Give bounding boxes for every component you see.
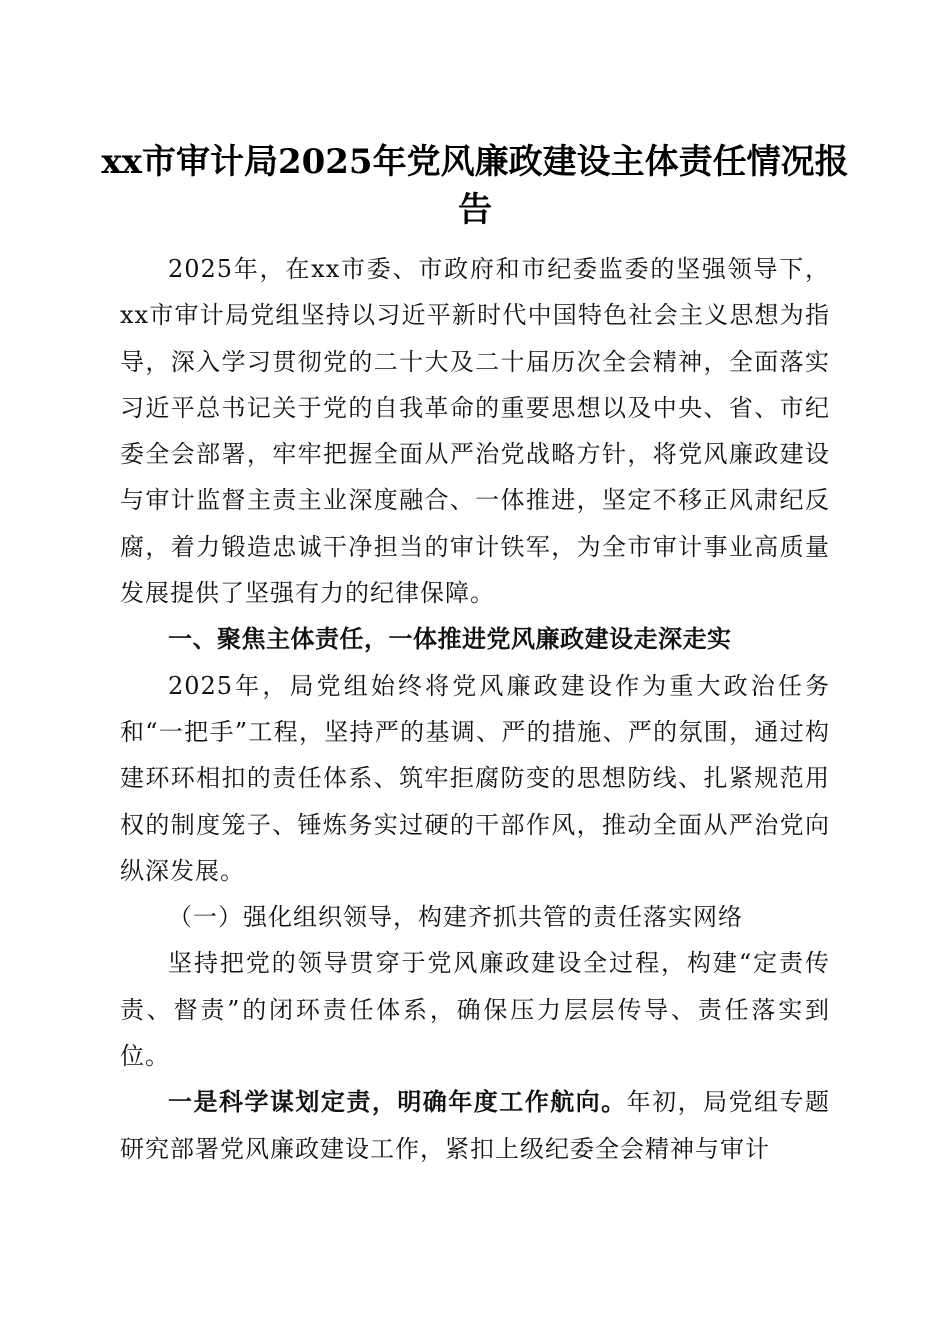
item-1-lead: 一是科学谋划定责，明确年度工作航向。: [168, 1087, 627, 1117]
subsection-1-paragraph: 坚持把党的领导贯穿于党风廉政建设全过程，构建“定责传责、督责”的闭环责任体系，确保压力层层传导、责任落实到位。: [120, 949, 830, 1071]
item-1-text: 年初，局党组专题研究部署党风廉政建设工作，紧扣上级纪委全会精神与审计: [120, 1088, 831, 1163]
document-title: xx市审计局2025年党风廉政建设主体责任情况报告: [101, 142, 849, 230]
item-1-paragraph: [120, 1079, 830, 1172]
document-body: [120, 246, 830, 1172]
section-heading-1: 一、聚焦主体责任，一体推进党风廉政建设走深走实: [168, 625, 732, 654]
intro-paragraph: 2025年，在xx市委、市政府和市纪委监委的坚强领导下，xx市审计局党组坚持以习近平新时代中国特色社会主义思想为指导，深入学习贯彻党的二十大及二十届历次全会精神，全面落实习近平总书记关于党的自我革命的重要思想以及中央、省、市纪委全会部署，牢牢把握全面从严治党战略方针，将党风廉政建设与审计监督主责主业深度融合、一体推进，坚定不移正风肃纪反腐，着力锻造忠诚干净担当的审计铁军，为全市审计事业高质量发展提供了坚强有力的纪律保障。: [120, 255, 830, 608]
subsection-heading-1: （一）强化组织领导，构建齐抓共管的责任落实网络: [168, 903, 743, 932]
section-1-paragraph: 2025年，局党组始终将党风廉政建设作为重大政治任务和“一把手”工程，坚持严的基调、严的措施、严的氛围，通过构建环环相扣的责任体系、筑牢拒腐防变的思想防线、扎紧规范用权的制度笼子、锤炼务实过硬的干部作风，推动全面从严治党向纵深发展。: [120, 671, 830, 885]
